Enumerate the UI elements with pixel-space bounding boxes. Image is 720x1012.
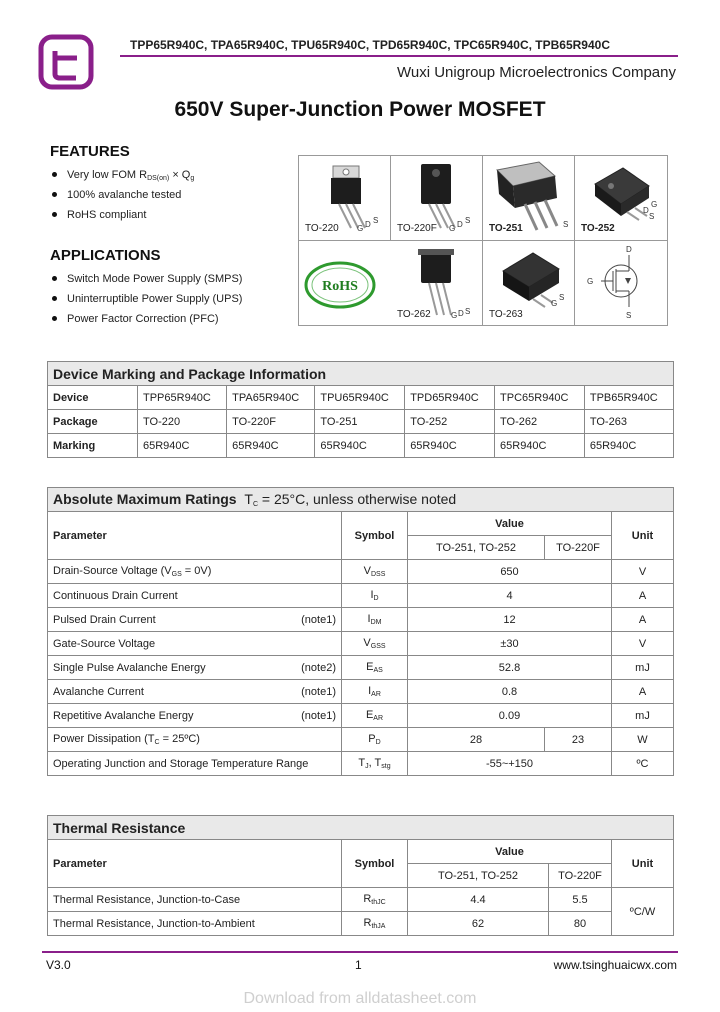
website-url[interactable]: www.tsinghuaicwx.com xyxy=(553,958,677,972)
package-to252: TO-252 D G S xyxy=(575,156,667,241)
features-heading: FEATURES xyxy=(50,143,130,160)
marking-table-title: Device Marking and Package Information xyxy=(48,362,674,386)
table-row: Marking 65R940C 65R940C 65R940C 65R940C 65R940C 65R940C xyxy=(48,434,674,458)
table-row: Power Dissipation ($T_C$ = 25ºC) $P_D$ 28 23 W xyxy=(48,728,674,752)
table-row: Single Pulse Avalanche Energy (note2) $E_{AS}$ 52.8 mJ xyxy=(48,656,674,680)
package-to251: TO-251 S xyxy=(483,156,575,241)
part-numbers: TPP65R940C, TPA65R940C, TPU65R940C, TPD65R940C, TPC65R940C, TPB65R940C xyxy=(130,38,610,52)
watermark: Download from alldatasheet.com xyxy=(243,990,477,1007)
table-row: Thermal Resistance, Junction-to-Ambient $R_{thJA}$ 62 80 xyxy=(48,912,674,936)
applications-list xyxy=(50,272,242,332)
thermal-title: Thermal Resistance xyxy=(48,816,674,840)
package-to220f: TO-220F G D S xyxy=(391,156,483,241)
table-row: Drain-Source Voltage $(V_{GS} = 0V)$ $V_{DSS}$ 650 V xyxy=(48,560,674,584)
feature-item: Very low FOM $R_{DS(on)} \times Q_g$ xyxy=(50,168,194,188)
package-to262: TO-262 G D S xyxy=(391,241,483,326)
package-to263: TO-263 G S xyxy=(483,241,575,326)
page-title: 650V Super-Junction Power MOSFET xyxy=(174,98,546,121)
header-rule xyxy=(120,55,678,57)
thermal-resistance-table: Thermal Resistance Parameter Symbol Value Unit TO-251, TO-252 TO-220F Thermal Resistance, Junction-to-Case $R_{thJC}$ 4.4 5.5 ºC/W Thermal Resistance, Junction-to-Ambient $R_{thJA}$ 62 80 xyxy=(47,815,674,936)
feature-item: 100% avalanche tested xyxy=(50,188,194,208)
application-item: Switch Mode Power Supply (SMPS) xyxy=(50,272,242,292)
footer-rule xyxy=(42,951,678,953)
table-row: Operating Junction and Storage Temperature Range $T_J$, $T_{stg}$ -55~+150 ºC xyxy=(48,752,674,776)
absolute-max-ratings-table: Absolute Maximum Ratings $T_C = 25^\circ C$, unless otherwise noted Parameter Symbol Value Unit TO-251, TO-252 TO-220F Drain-Source Voltage $(V_{GS} = 0V)$ $V_{DSS}$ 650 V Continuous Drain Current $I_D$ 4 A Pulsed Drain Current (note1) $I_{DM}$ 12 A Gate-Source Voltage $V_{GSS}$ ±30 V Single Pulse Avalanche Energy (note2) $E_{AS}$ 52.8 mJ Avalanche Current (note1) $I_{AR}$ 0.8 A Repetitive Avalanche Energy (note1) $E_{AR}$ 0.09 mJ Power Dissipation ($T_C$ = 25ºC) $P_D$ 28 23 W Operating Junction and Storage Temperature Range $T_J$, $T_{stg}$ -55~+150 ºC xyxy=(47,487,674,776)
table-row: Pulsed Drain Current (note1) $I_{DM}$ 12 A xyxy=(48,608,674,632)
table-row: Continuous Drain Current $I_D$ 4 A xyxy=(48,584,674,608)
company-name: Wuxi Unigroup Microelectronics Company xyxy=(397,64,676,81)
package-to220: TO-220 G D S xyxy=(299,156,391,241)
applications-heading: APPLICATIONS xyxy=(50,247,161,264)
table-row: Gate-Source Voltage $V_{GSS}$ ±30 V xyxy=(48,632,674,656)
table-row: Device TPP65R940C TPA65R940C TPU65R940C TPD65R940C TPC65R940C TPB65R940C xyxy=(48,386,674,410)
table-row: Avalanche Current (note1) $I_{AR}$ 0.8 A xyxy=(48,680,674,704)
rohs-badge xyxy=(303,260,377,310)
table-row: Repetitive Avalanche Energy (note1) $E_{AR}$ 0.09 mJ xyxy=(48,704,674,728)
svg-text:RoHS: RoHS xyxy=(322,279,358,294)
table-row: Thermal Resistance, Junction-to-Case $R_{thJC}$ 4.4 5.5 ºC/W xyxy=(48,888,674,912)
feature-item: RoHS compliant xyxy=(50,208,194,228)
device-marking-table xyxy=(47,361,674,458)
application-item: Uninterruptible Power Supply (UPS) xyxy=(50,292,242,312)
features-list xyxy=(50,168,194,228)
page-number: 1 xyxy=(355,958,362,972)
table-row: Package TO-220 TO-220F TO-251 TO-252 TO-262 TO-263 xyxy=(48,410,674,434)
version-label: V3.0 xyxy=(46,958,71,972)
application-item: Power Factor Correction (PFC) xyxy=(50,312,242,332)
abs-max-title: Absolute Maximum Ratings $T_C = 25^\circ C$, unless otherwise noted xyxy=(48,488,674,512)
mosfet-symbol-cell: D G S xyxy=(575,241,667,326)
company-logo xyxy=(38,34,94,90)
